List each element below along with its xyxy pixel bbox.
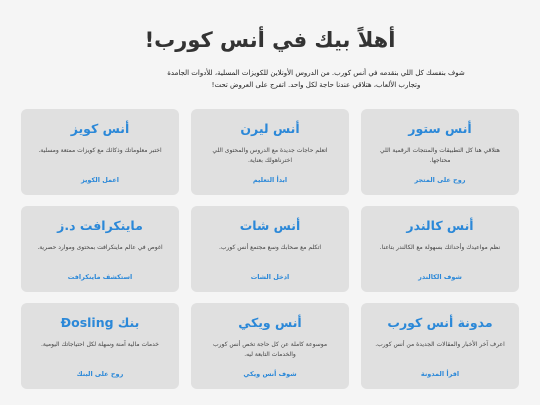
services-grid	[21, 109, 519, 389]
card-anas-quiz	[21, 109, 179, 195]
calendar-link[interactable]: شوف الكالندر	[418, 273, 462, 281]
intro-text: شوف بنفسك كل اللي بنقدمه في أنس كورب. من الدروس الأونلاين للكويزات المسلية، للأدوات الجامدة وتجارب الألعاب، هتلاقي عندنا حاجة لكل واحد. اتفرج على العروض تحت!	[167, 69, 465, 89]
card-description: اتكلم مع صحابك وسع مجتمع أنس كورب.	[218, 244, 322, 251]
card-anas-learn	[191, 109, 349, 195]
card-description: هتلاقي هنا كل التطبيقات والمنتجات الرقمية اللي محتاجها.	[380, 147, 500, 164]
card-title: أنس ويكي	[238, 315, 302, 330]
card-anas-store	[361, 109, 519, 195]
card-title: أنس كويز	[70, 121, 130, 136]
chat-link[interactable]: ادخل الشات	[250, 273, 290, 281]
card-description: اعرف آخر الأخبار والمقالات الجديدة من أنس كورب.	[375, 341, 505, 348]
card-title: أنس شات	[239, 218, 301, 233]
card-anas-chat	[191, 206, 349, 292]
quiz-link[interactable]: اعمل الكويز	[80, 176, 120, 184]
minecraft-link[interactable]: استكشف ماينكرافت	[67, 273, 133, 281]
card-minecraft	[21, 206, 179, 292]
card-title: ماينكرافت د.ز	[57, 218, 143, 233]
card-dosling-bank	[21, 303, 179, 389]
card-anas-wiki	[191, 303, 349, 389]
card-description: نظم مواعيدك وأحداثك بسهولة مع الكالندر بتاعنا.	[379, 244, 501, 251]
card-description: اغوص في عالم ماينكرافت بمحتوى وموارد حصرية.	[37, 244, 163, 251]
card-description: خدمات مالية آمنة وسهلة لكل احتياجاتك اليومية.	[40, 341, 160, 348]
learn-link[interactable]: ابدأ التعليم	[252, 176, 288, 184]
card-title: بنك Đosling	[60, 315, 140, 330]
card-anas-blog	[361, 303, 519, 389]
blog-link[interactable]: اقرأ المدونة	[420, 370, 460, 378]
card-description: اختبر معلوماتك وذكائك مع كويزات ممتعة ومسلية.	[38, 147, 162, 154]
card-description: اتعلم حاجات جديدة مع الدروس والمحتوى اللي اخترناهولك بعناية.	[212, 147, 328, 164]
wiki-link[interactable]: شوف أنس ويكي	[243, 370, 297, 378]
card-title: أنس كالندر	[406, 218, 474, 233]
card-title: أنس ليرن	[240, 121, 300, 136]
card-description: موسوعة كاملة عن كل حاجة تخص أنس كورب والخدمات التابعة ليه.	[212, 341, 328, 358]
bank-link[interactable]: روح على البنك	[76, 370, 124, 378]
card-title: مدونة أنس كورب	[387, 315, 493, 330]
card-title: أنس ستور	[408, 121, 472, 136]
card-anas-calendar	[361, 206, 519, 292]
store-link[interactable]: روح على المتجر	[414, 176, 466, 184]
page-title: أهلاً بيك في أنس كورب!	[144, 28, 396, 52]
